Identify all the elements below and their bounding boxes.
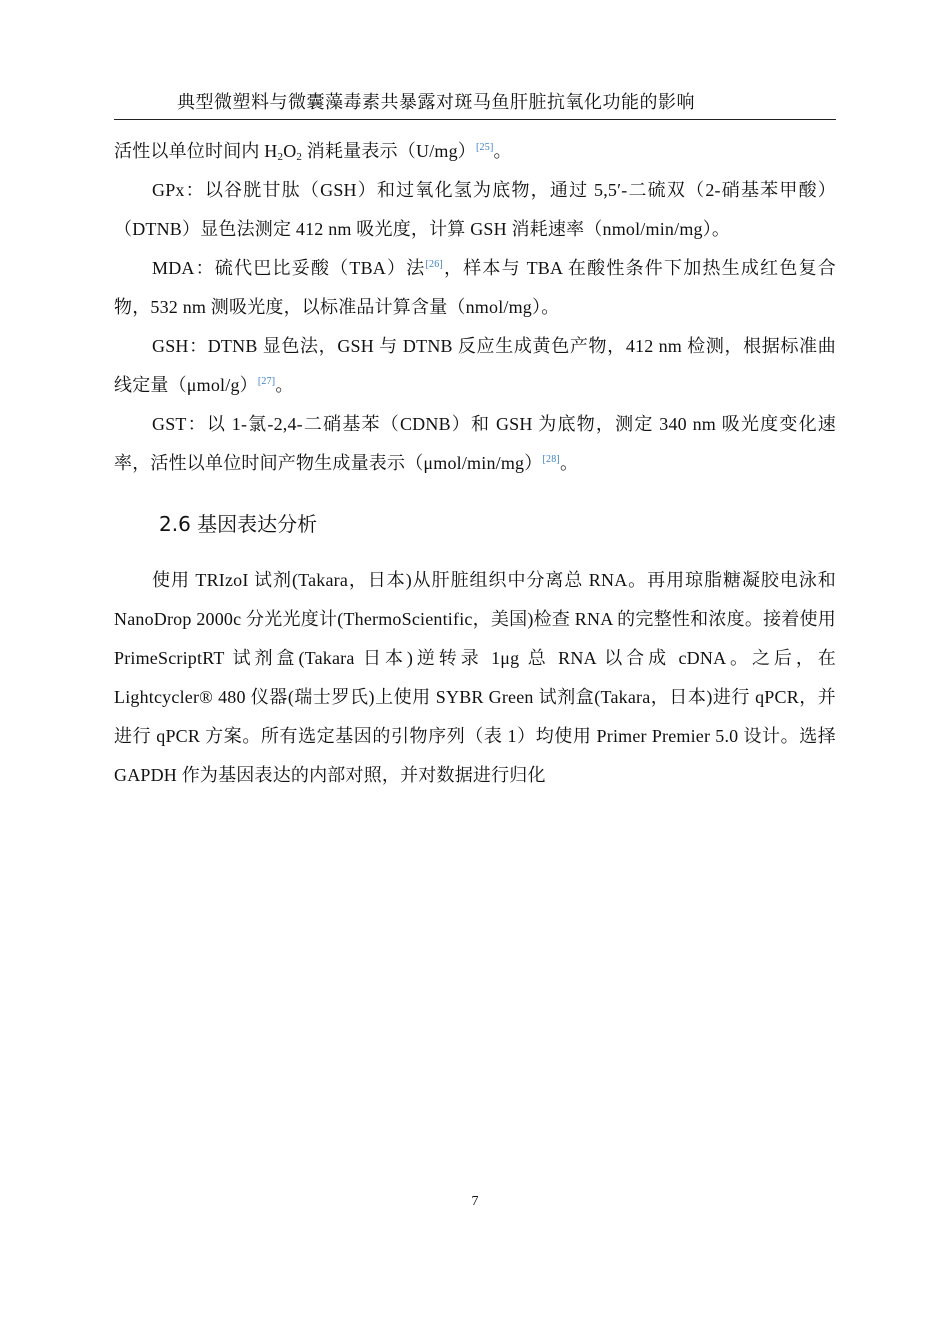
citation-26[interactable]: [26] [425, 259, 443, 270]
citation-27[interactable]: [27] [257, 376, 276, 387]
paragraph-mda: MDA：硫代巴比妥酸（TBA）法[26]，样本与 TBA 在酸性条件下加热生成红色复合物，532 nm 测吸光度，以标准品计算含量（nmol/mg）。 [114, 258, 837, 317]
paragraph-gst: GST：以 1-氯-2,4-二硝基苯（CDNB）和 GSH 为底物，测定 340 nm 吸光度变化速率，活性以单位时间产物生成量表示（μmol/min/mg）[28]。 [114, 414, 836, 473]
page-number: 7 [471, 1194, 479, 1209]
paragraph-gene-expression: 使用 TRIzoI 试剂(Takara，日本)从肝脏组织中分离总 RNA。再用琼脂糖凝胶电泳和 NanoDrop 2000c 分光光度计(ThermoScientific，美国)检查 RNA 的完整性和浓度。接着使用 PrimeScriptRT 试剂盒(Takara 日本)逆转录 1μg 总 RNA 以合成 cDNA。之后，在 Lightcycler® 480 仪器(瑞士罗氏)上使用 SYBR Green 试剂盒(Takara，日本)进行 qPCR，并进行 qPCR 方案。所有选定基因的引物序列（表 1）均使用 Primer Premier 5.0 设计。选择 GAPDH 作为基因表达的内部对照，并对数据进行归化 [114, 570, 836, 785]
citation-28[interactable]: [28] [542, 454, 560, 465]
running-header [114, 91, 836, 120]
document-body [114, 132, 836, 795]
paragraph-activity-unit: 活性以单位时间内 $H_2O_2$ 消耗量表示（U/mg）[25]。 [114, 141, 512, 163]
paragraph-gsh: GSH：DTNB 显色法，GSH 与 DTNB 反应生成黄色产物，412 nm 检测，根据标准曲线定量（μmol/g）[27]。 [114, 336, 836, 395]
running-header-title: 典型微塑料与微囊藻毒素共暴露对斑马鱼肝脏抗氧化功能的影响 [177, 92, 695, 112]
paragraph-gpx: GPx：以谷胱甘肽（GSH）和过氧化氢为底物，通过 5,5′-二硫双（2-硝基苯甲酸）（DTNB）显色法测定 412 nm 吸光度，计算 GSH 消耗速率（nmol/min/mg）。 [114, 180, 836, 239]
citation-25[interactable]: [25] [476, 142, 494, 153]
section-heading: 2.6 基因表达分析 [159, 512, 318, 536]
